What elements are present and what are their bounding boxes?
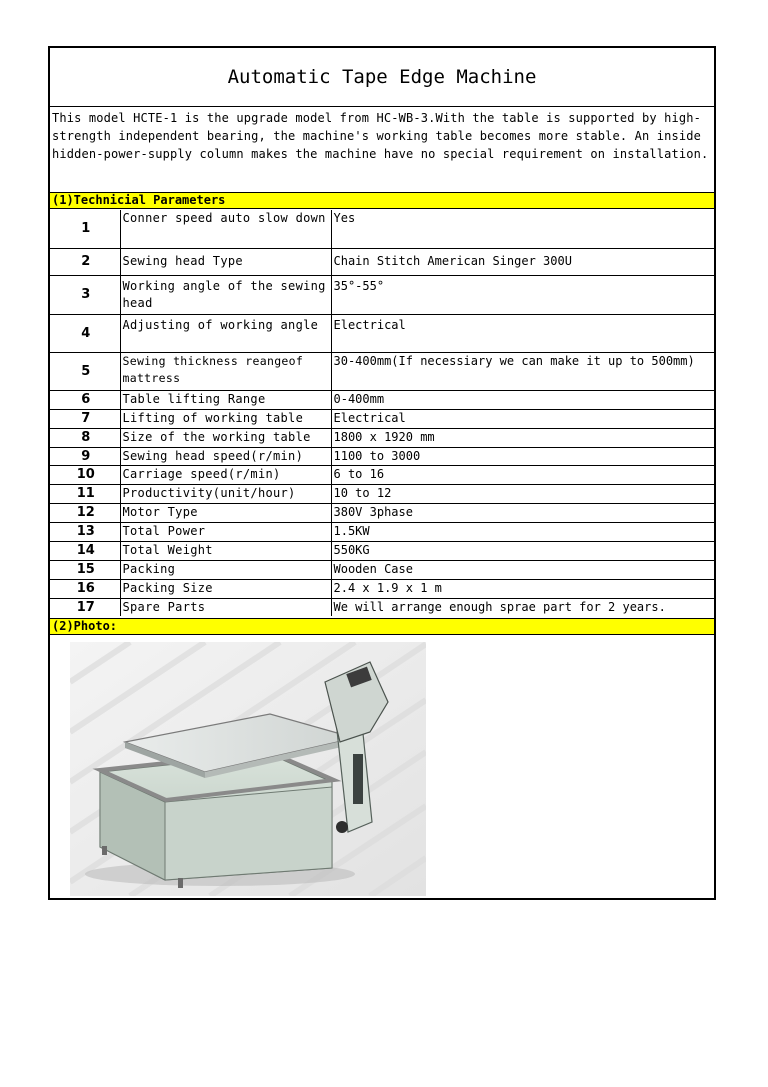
table-row bbox=[50, 484, 714, 503]
row-number: 7 bbox=[50, 409, 120, 428]
document-title: Automatic Tape Edge Machine bbox=[50, 48, 714, 107]
row-number: 5 bbox=[50, 352, 120, 390]
parameter-value: 35°-55° bbox=[331, 275, 714, 314]
table-row bbox=[50, 275, 714, 314]
row-number: 16 bbox=[50, 579, 120, 598]
parameter-value: 6 to 16 bbox=[331, 465, 714, 484]
parameter-value: Wooden Case bbox=[331, 560, 714, 579]
row-number: 13 bbox=[50, 522, 120, 541]
parameter-name: Lifting of working table bbox=[120, 409, 331, 428]
parameter-value: We will arrange enough sprae part for 2 years. bbox=[333, 599, 666, 614]
parameters-table bbox=[50, 210, 714, 616]
table-row bbox=[50, 560, 714, 579]
parameter-value: 1100 to 3000 bbox=[331, 447, 714, 465]
row-number: 8 bbox=[50, 428, 120, 447]
parameter-name: Size of the working table bbox=[120, 428, 331, 447]
parameter-value: 380V 3phase bbox=[331, 503, 714, 522]
row-number: 1 bbox=[50, 210, 120, 248]
row-number: 2 bbox=[50, 248, 120, 275]
row-number: 9 bbox=[50, 447, 120, 465]
parameter-value: 30-400mm(If necessiary we can make it up to 500mm) bbox=[331, 352, 714, 390]
parameter-value: 1.5KW bbox=[331, 522, 714, 541]
parameter-name: Adjusting of working angle bbox=[120, 314, 331, 352]
parameter-name: Sewing head Type bbox=[120, 248, 331, 275]
parameter-name: Total Power bbox=[120, 522, 331, 541]
parameter-name: Spare Parts bbox=[120, 598, 331, 616]
table-row bbox=[50, 390, 714, 409]
parameter-value: Yes bbox=[331, 210, 714, 248]
row-number: 14 bbox=[50, 541, 120, 560]
row-number: 17 bbox=[50, 598, 120, 616]
table-row bbox=[50, 447, 714, 465]
parameter-value: 10 to 12 bbox=[331, 484, 714, 503]
parameter-name: Conner speed auto slow down bbox=[120, 210, 331, 248]
parameter-name: Carriage speed(r/min) bbox=[120, 465, 331, 484]
section-technical-parameters: (1)Technicial Parameters bbox=[50, 192, 714, 209]
table-row bbox=[50, 503, 714, 522]
table-row bbox=[50, 248, 714, 275]
parameter-value: 550KG bbox=[331, 541, 714, 560]
row-number: 3 bbox=[50, 275, 120, 314]
table-row bbox=[50, 210, 714, 248]
parameter-value: 0-400mm bbox=[331, 390, 714, 409]
row-number: 12 bbox=[50, 503, 120, 522]
table-row bbox=[50, 428, 714, 447]
parameter-name: Productivity(unit/hour) bbox=[120, 484, 331, 503]
parameter-value: Electrical bbox=[331, 409, 714, 428]
table-row bbox=[50, 522, 714, 541]
parameter-name: Sewing thickness reangeof mattress bbox=[120, 352, 331, 390]
parameter-name: Packing bbox=[120, 560, 331, 579]
table-row bbox=[50, 541, 714, 560]
row-number: 10 bbox=[50, 465, 120, 484]
parameter-value: Chain Stitch American Singer 300U bbox=[331, 248, 714, 275]
row-number: 4 bbox=[50, 314, 120, 352]
table-row bbox=[50, 314, 714, 352]
row-number: 6 bbox=[50, 390, 120, 409]
table-row bbox=[50, 579, 714, 598]
machine-photo bbox=[70, 642, 426, 896]
parameter-name: Table lifting Range bbox=[120, 390, 331, 409]
product-description: This model HCTE-1 is the upgrade model from HC-WB-3.With the table is supported by high-strength independent bearing, the machine's working table becomes more stable. An inside hidden-power-supply column makes the machine have no special requirement on installation. bbox=[50, 107, 714, 193]
row-number: 15 bbox=[50, 560, 120, 579]
row-number: 11 bbox=[50, 484, 120, 503]
table-row bbox=[50, 465, 714, 484]
parameter-name: Total Weight bbox=[120, 541, 331, 560]
parameter-value: Electrical bbox=[331, 314, 714, 352]
parameter-name: Packing Size bbox=[120, 579, 331, 598]
table-row bbox=[50, 409, 714, 428]
parameter-name: Sewing head speed(r/min) bbox=[120, 447, 331, 465]
section-photo: (2)Photo: bbox=[50, 618, 714, 635]
table-row bbox=[50, 598, 714, 616]
parameter-value: 2.4 x 1.9 x 1 m bbox=[331, 579, 714, 598]
table-row bbox=[50, 352, 714, 390]
parameter-name: Working angle of the sewing head bbox=[120, 275, 331, 314]
spec-sheet bbox=[48, 46, 716, 900]
parameter-value: 1800 x 1920 mm bbox=[331, 428, 714, 447]
photo-area bbox=[50, 637, 714, 898]
parameter-name: Motor Type bbox=[120, 503, 331, 522]
